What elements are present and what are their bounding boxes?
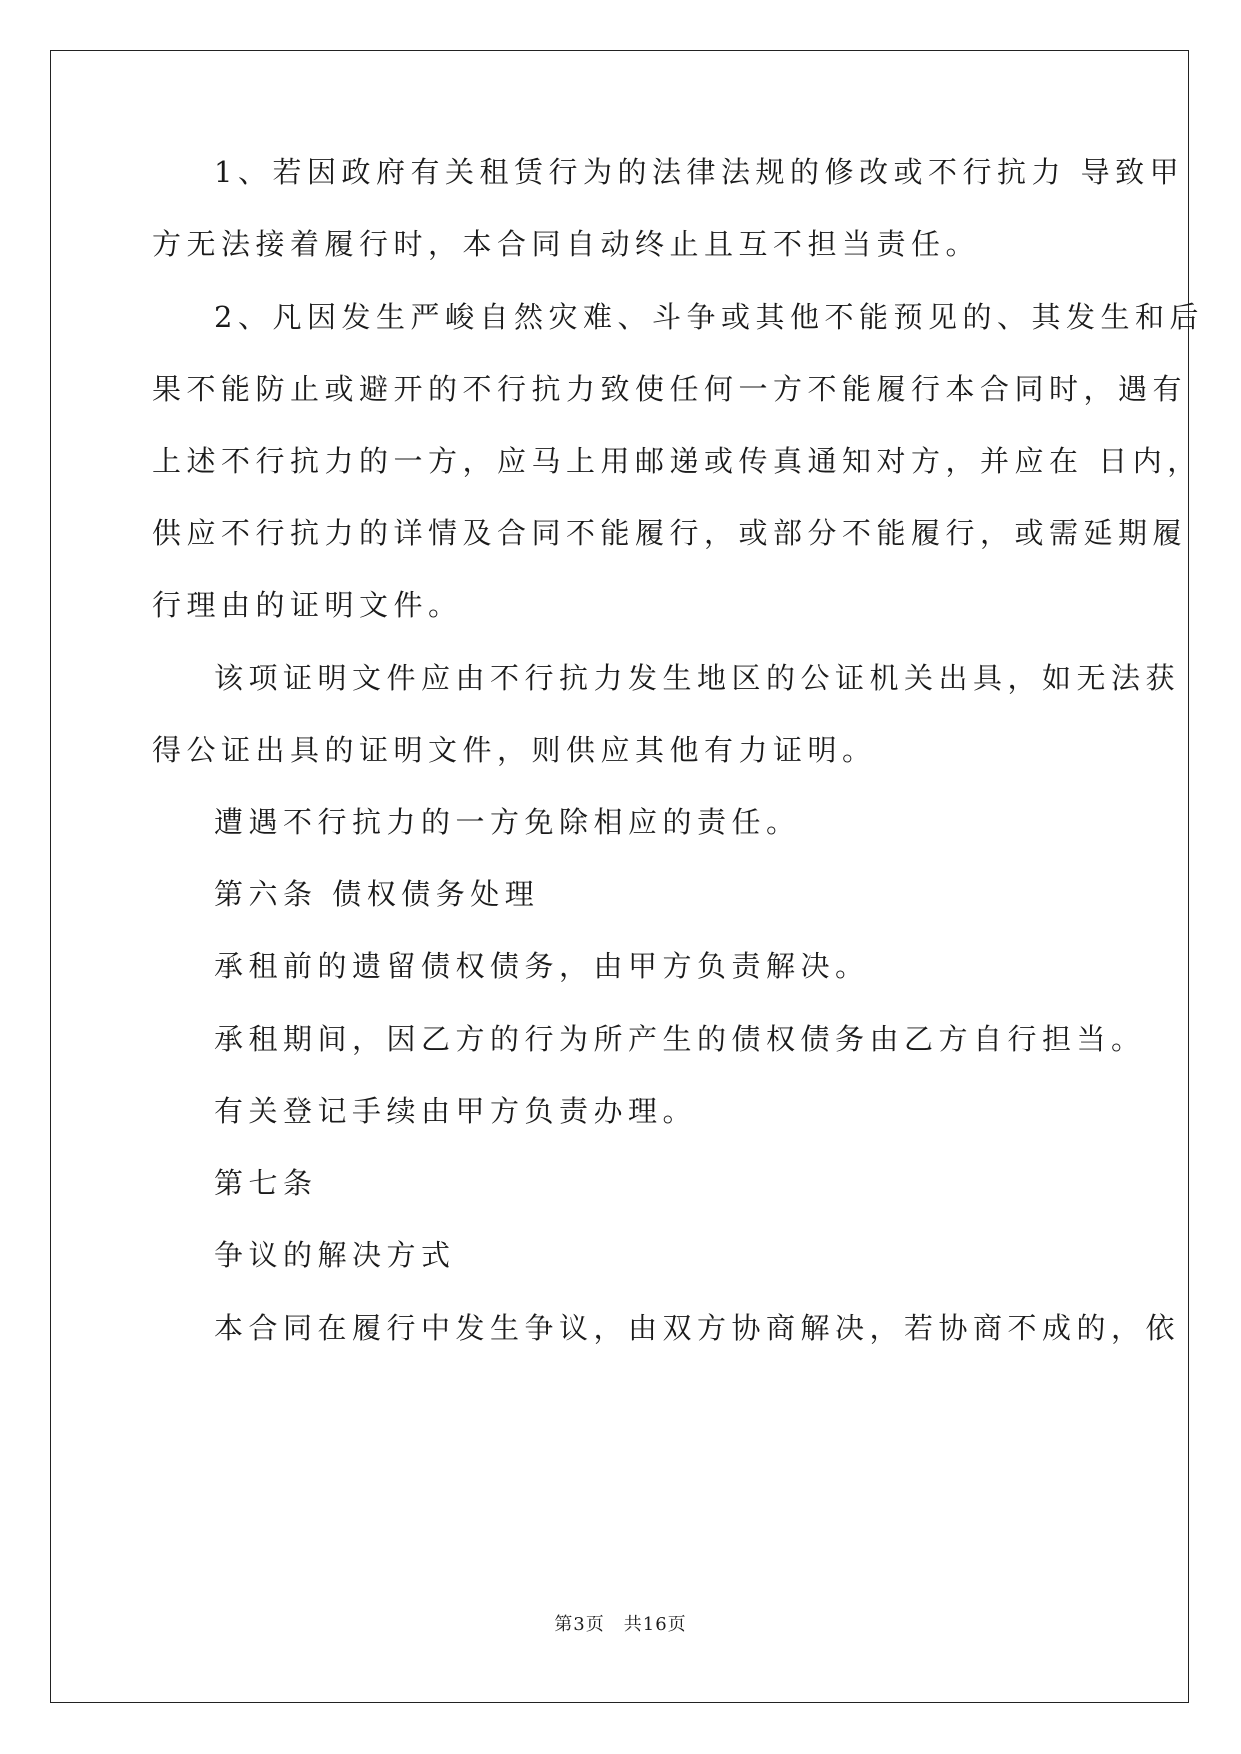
paragraph-line: 方无法接着履行时，本合同自动终止且互不担当责任。 [152, 227, 981, 261]
paragraph-line: 行理由的证明文件。 [152, 588, 463, 622]
paragraph-line: 承租期间，因乙方的行为所产生的债权债务由乙方自行担当。 [214, 1022, 1146, 1056]
paragraph-line: 果不能防止或避开的不行抗力致使任何一方不能履行本合同时，遇有 [152, 372, 1188, 406]
paragraph-line: 得公证出具的证明文件，则供应其他有力证明。 [152, 733, 877, 767]
paragraph-line: 遭遇不行抗力的一方免除相应的责任。 [214, 805, 801, 839]
paragraph-line: 有关登记手续由甲方负责办理。 [214, 1094, 698, 1128]
page-footer: 第3页 共16页 [554, 1614, 687, 1635]
section-heading: 第七条 [214, 1166, 318, 1200]
section-heading: 第六条 债权债务处理 [214, 877, 540, 911]
paragraph-line: 1、若因政府有关租赁行为的法律法规的修改或不行抗力 导致甲 [214, 155, 1185, 189]
paragraph-line: 上述不行抗力的一方，应马上用邮递或传真通知对方，并应在 日内， [152, 444, 1202, 478]
paragraph-line: 本合同在履行中发生争议，由双方协商解决，若协商不成的，依 [214, 1311, 1181, 1345]
paragraph-line: 供应不行抗力的详情及合同不能履行，或部分不能履行，或需延期履 [152, 516, 1188, 550]
paragraph-line: 该项证明文件应由不行抗力发生地区的公证机关出具，如无法获 [214, 661, 1181, 695]
section-heading: 争议的解决方式 [214, 1238, 456, 1272]
paragraph-line: 承租前的遗留债权债务，由甲方负责解决。 [214, 949, 870, 983]
paragraph-line: 2、凡因发生严峻自然灾难、斗争或其他不能预见的、其发生和后 [214, 300, 1204, 334]
